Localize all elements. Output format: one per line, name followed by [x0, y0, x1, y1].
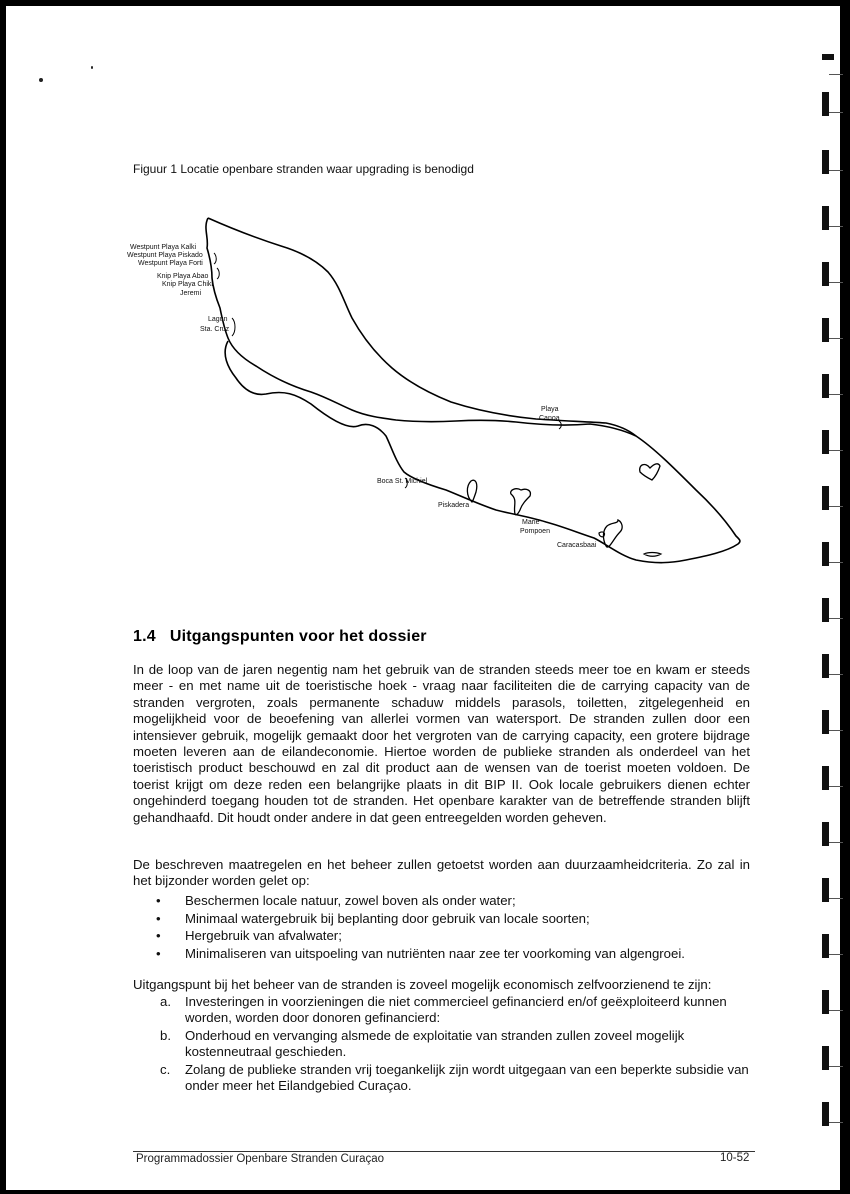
bay-fuik: [640, 464, 660, 480]
map-label: Lagún: [208, 316, 228, 323]
bay-marie-pompoen: [511, 489, 531, 515]
map-bracket: [217, 268, 219, 279]
island-north-coast: [208, 218, 636, 436]
section-number: 1.4: [133, 628, 156, 645]
list-item-text: Investeringen in voorzieningen die niet commercieel gefinancierd en/of geëxploiteerd kunnen worden, worden door donoren gefinancierd:: [185, 994, 727, 1026]
map-label: Westpunt Playa Forti: [138, 260, 203, 267]
map-label: Knip Playa Abao: [157, 273, 209, 280]
map-label: Piskadera: [438, 502, 470, 509]
list-item: • Minimaliseren van uitspoeling van nutriënten naar zee ter voorkoming van algengroei.: [156, 945, 756, 963]
figure-caption: Figuur 1 Locatie openbare stranden waar upgrading is benodigd: [133, 162, 474, 176]
island-outline: [206, 218, 740, 563]
footer-title: Programmadossier Openbare Stranden Curaçao: [136, 1153, 385, 1165]
paragraph-intro: In de loop van de jaren negentig nam het gebruik van de stranden steeds meer toe en kwam er steeds meer - en met name uit de toeristische hoek - vraag naar faciliteiten die de carrying capacity van de stranden vergroten, zoals permanente schaduw middels parasols, toiletten, zitgelegenheid en mogelijkheid voor de beoefening van allerlei vormen van watersport. De stranden zullen door een intensiever gebruik, mogelijk gemaakt door het vergroten van de carrying capacity, een grotere bijdrage moeten leveren aan de eilandeconomie. Hiertoe worden de publieke stranden als onderdeel van het toeristisch product beschouwd en zal dit product aan de wensen van de toerist moeten voldoen. De toerist krijgt om deze reden een belangrijke plaats in dit BIP II. Ook locale gebruikers dienen echter ongehinderd toegang houden tot de stranden. Het openbare karakter van de betreffende stranden blijft gehandhaafd. Dit houdt onder andere in dat geen entreegelden worden geheven.: [133, 662, 750, 825]
map-label: Boca St. Michiel: [377, 478, 428, 485]
map-label: Knip Playa Chiki: [162, 281, 213, 288]
map-label: Marie: [522, 519, 540, 526]
list-item-text: Zolang de publieke stranden vrij toegankelijk zijn wordt uitgegaan van een beperkte subsidie van onder meer het Eilandgebied Curaçao.: [185, 1061, 749, 1094]
document-page: [6, 6, 840, 1190]
list-item: • Hergebruik van afvalwater;: [156, 927, 756, 945]
curacao-map: [6, 6, 840, 606]
bay-spanish-water: [603, 520, 622, 547]
map-label: Canoa: [539, 415, 560, 422]
list-item: [156, 1028, 756, 1061]
map-label: Caracasbaai: [557, 542, 597, 549]
paragraph-criteria: De beschreven maatregelen en het beheer zullen getoetst worden aan duurzaamheidcriteria. Zo zal in het bijzonder worden gelet op:: [133, 857, 750, 889]
section-heading: [133, 628, 427, 646]
list-item: [156, 994, 756, 1027]
footer-rule: [133, 1151, 755, 1152]
list-item: [156, 1062, 756, 1095]
bay-piskadera: [467, 480, 476, 502]
map-label: Westpunt Playa Kalki: [130, 244, 197, 251]
list-item: • Beschermen locale natuur, zowel boven als onder water;: [156, 892, 756, 910]
map-label: Westpunt Playa Piskado: [127, 252, 203, 259]
map-label: Pompoen: [520, 528, 550, 535]
section-title: Uitgangspunten voor het dossier: [169, 628, 427, 645]
map-bracket: [214, 253, 216, 264]
paragraph-principle: Uitgangspunt bij het beheer van de stranden is zoveel mogelijk economisch zelfvoorzienend te zijn:: [133, 977, 712, 992]
list-marker: b.: [160, 1027, 171, 1043]
list-marker: c.: [160, 1061, 171, 1077]
map-label: Sta. Cruz: [200, 326, 230, 333]
list-item: • Minimaal watergebruik bij beplanting door gebruik van locale soorten;: [156, 910, 756, 928]
map-label: Playa: [541, 406, 559, 413]
map-bracket: [232, 318, 235, 336]
bay-east: [644, 553, 661, 557]
map-label: Jeremi: [180, 290, 202, 297]
list-item-text: Onderhoud en vervanging alsmede de exploitatie van stranden zullen zoveel mogelijk kostenneutraal geschieden.: [185, 1027, 685, 1060]
principle-list: [156, 994, 756, 1095]
criteria-list: [156, 892, 756, 962]
page-number: 10-52: [720, 1152, 750, 1164]
list-marker: a.: [160, 994, 171, 1009]
